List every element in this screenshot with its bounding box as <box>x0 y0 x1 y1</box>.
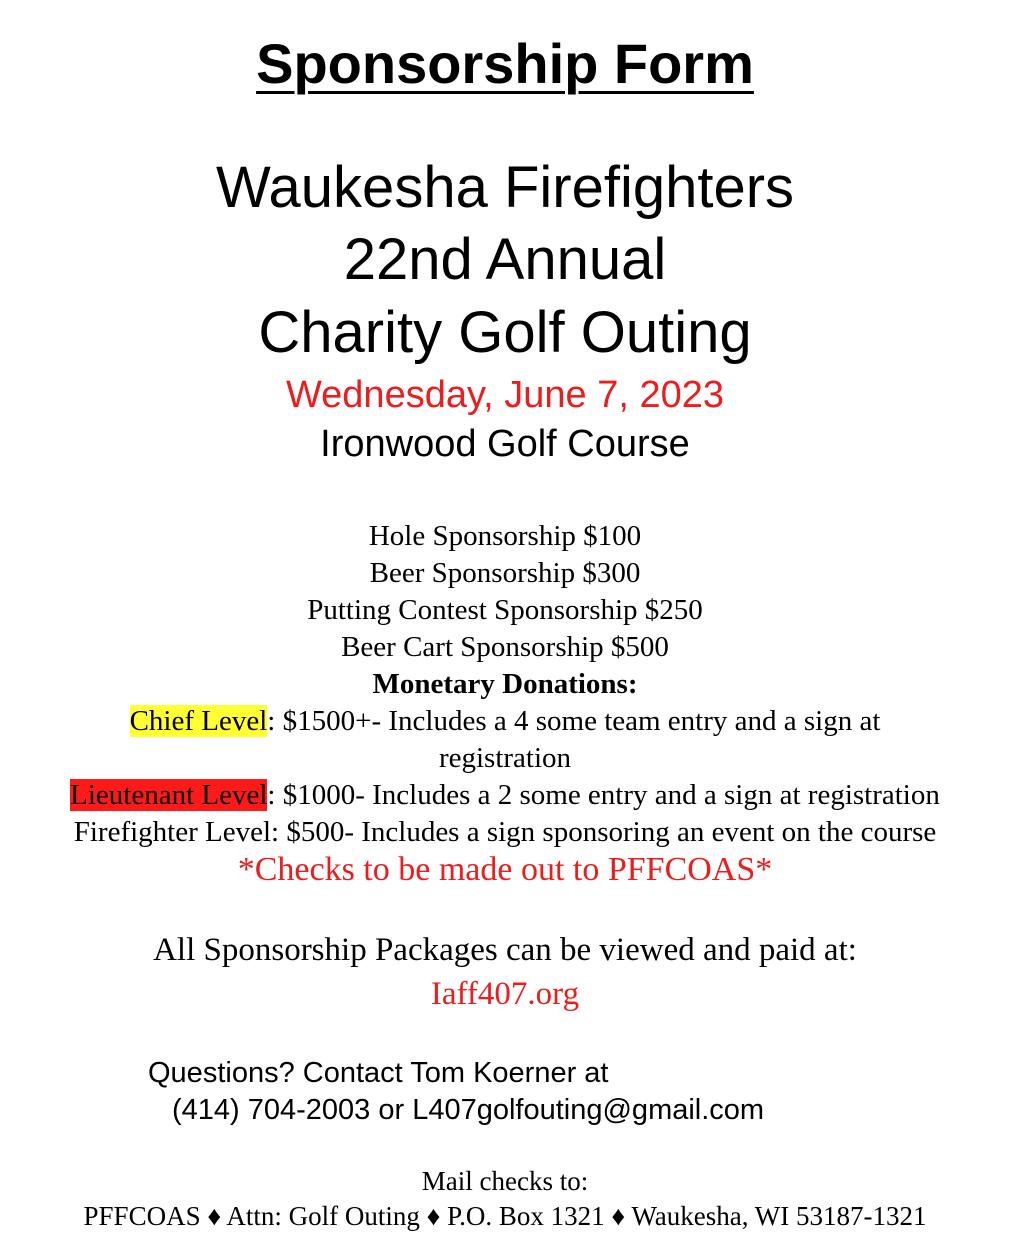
mail-address: PFFCOAS ♦ Attn: Golf Outing ♦ P.O. Box 1321 ♦ Waukesha, WI 53187-1321 <box>83 1201 927 1231</box>
chief-level-text: : $1500+- Includes a 4 some team entry and a sign at <box>267 705 881 737</box>
event-date: Wednesday, June 7, 2023 <box>285 374 725 416</box>
event-organization: Waukesha Firefighters <box>215 155 795 220</box>
lieutenant-level-label: Lieutenant Level <box>70 779 268 811</box>
page-title: Sponsorship Form <box>256 32 754 95</box>
lieutenant-level-text: : $1000- Includes a 2 some entry and a sign at registration <box>267 779 940 811</box>
monetary-donations-heading: Monetary Donations: <box>372 668 638 700</box>
checks-payable-note: *Checks to be made out to PFFCOAS* <box>237 851 773 888</box>
chief-level-line <box>0 703 1010 740</box>
event-name: Charity Golf Outing <box>258 300 752 365</box>
lieutenant-level-line <box>0 777 1010 814</box>
sponsorship-beer: Beer Sponsorship $300 <box>369 557 641 589</box>
chief-level-text-continued: registration <box>438 742 572 774</box>
packages-website-link[interactable]: Iaff407.org <box>430 976 580 1012</box>
sponsorship-hole: Hole Sponsorship $100 <box>368 520 642 552</box>
firefighter-level-line: Firefighter Level: $500- Includes a sign sponsoring an event on the course <box>73 816 937 848</box>
mail-checks-heading: Mail checks to: <box>421 1166 589 1196</box>
sponsorship-beer-cart: Beer Cart Sponsorship $500 <box>341 631 669 663</box>
event-venue: Ironwood Golf Course <box>320 423 690 465</box>
contact-phone-email[interactable]: (414) 704-2003 or L407golfouting@gmail.com <box>172 1094 765 1126</box>
questions-contact: Questions? Contact Tom Koerner at <box>148 1057 609 1089</box>
sponsorship-putting-contest: Putting Contest Sponsorship $250 <box>307 594 703 626</box>
packages-info: All Sponsorship Packages can be viewed and paid at: <box>153 932 857 968</box>
event-annual: 22nd Annual <box>343 227 667 292</box>
chief-level-label: Chief Level <box>129 705 268 737</box>
